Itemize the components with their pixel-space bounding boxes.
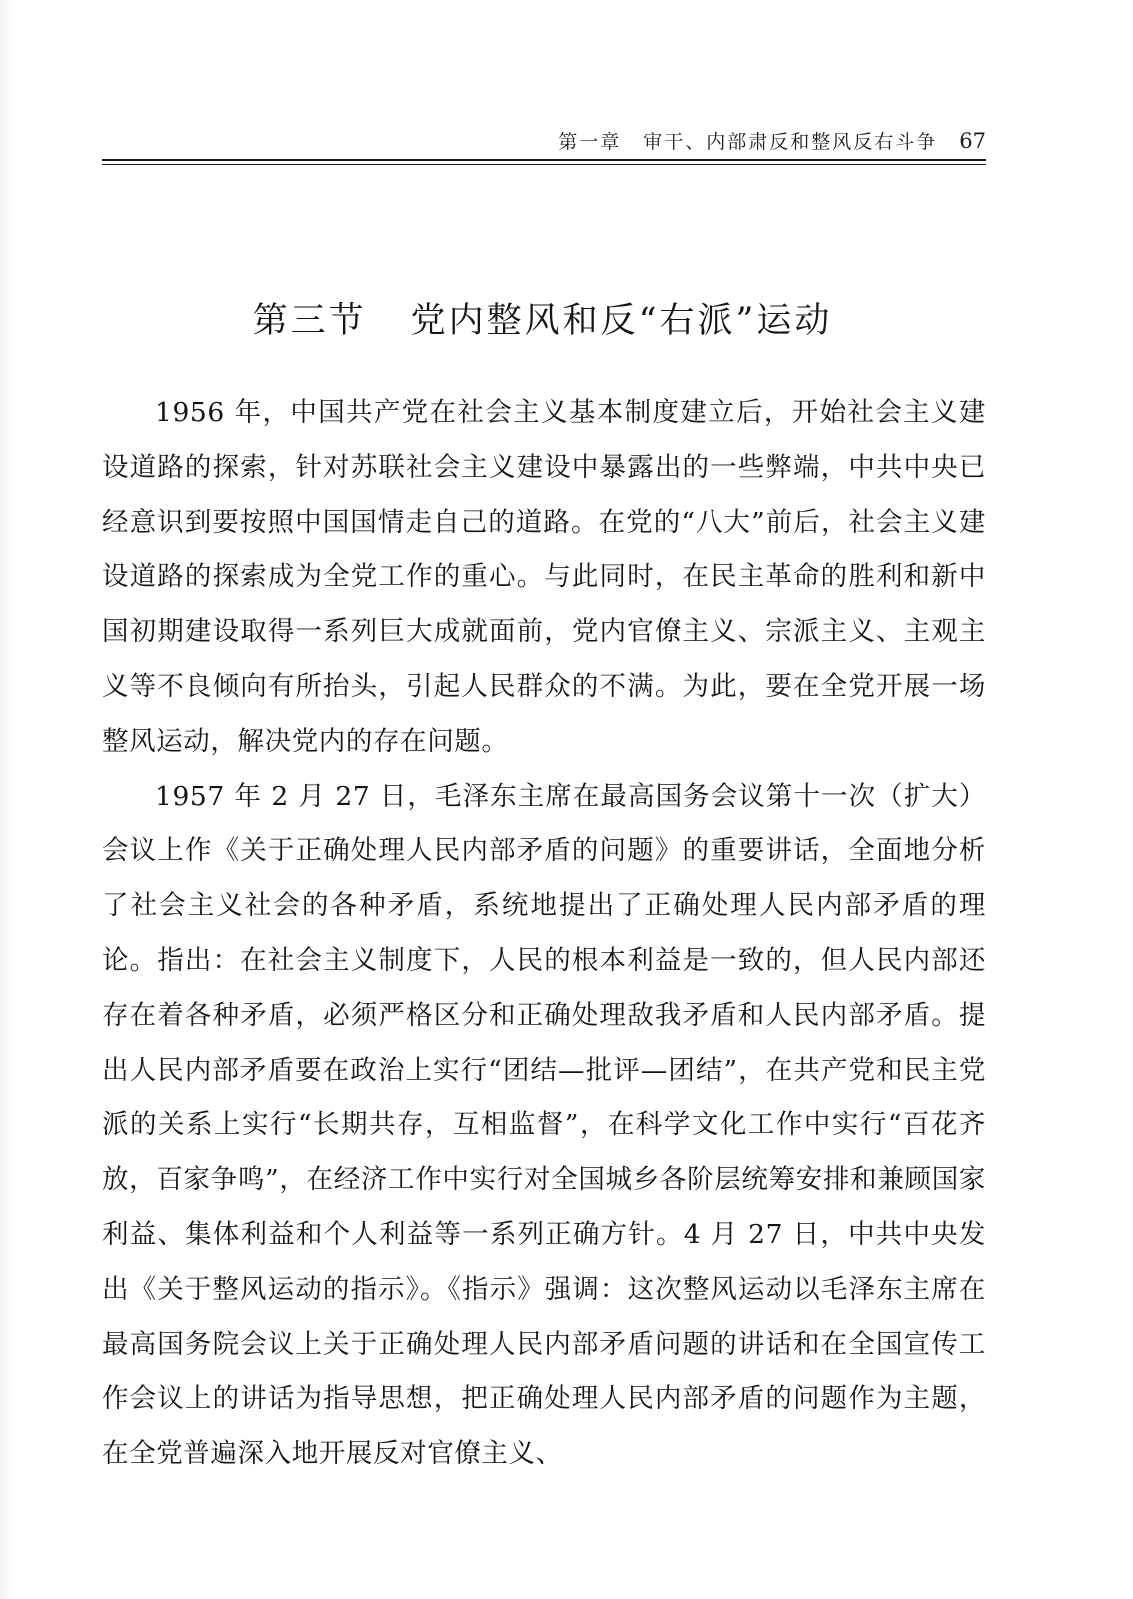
section-number: 第三节 [252, 301, 367, 341]
paragraph: 1956 年，中国共产党在社会主义基本制度建立后，开始社会主义建设道路的探索，针对苏联社会主义建设中暴露出的一些弊端，中共中央已经意识到要按照中国国情走自己的道路。在党的“八大”前后，社会主义建设道路的探索成为全党工作的重心。与此同时，在民主革命的胜利和新中国初期建设取得一系列巨大成就面前，党内官僚主义、宗派主义、主观主义等不良倾向有所抬头，引起人民群众的不满。为此，要在全党开展一场整风运动，解决党内的存在问题。 [102, 397, 986, 757]
running-header [558, 127, 986, 154]
header-rule-thick [102, 159, 986, 161]
page-number: 67 [959, 129, 986, 153]
paragraph: 1957 年 2 月 27 日，毛泽东主席在最高国务会议第十一次（扩大）会议上作《关于正确处理人民内部矛盾的问题》的重要讲话，全面地分析了社会主义社会的各种矛盾，系统地提出了正确处理人民内部矛盾的理论。指出：在社会主义制度下，人民的根本利益是一致的，但人民内部还存在着各种矛盾，必须严格区分和正确处理敌我矛盾和人民内部矛盾。提出人民内部矛盾要在政治上实行“团结—批评—团结”，在共产党和民主党派的关系上实行“长期共存，互相监督”，在科学文化工作中实行“百花齐放，百家争鸣”，在经济工作中实行对全国城乡各阶层统筹安排和兼顾国家利益、集体利益和个人利益等一系列正确方针。4 月 27 日，中共中央发出《关于整风运动的指示》。《指示》强调：这次整风运动以毛泽东主席在最高国务院会议上关于正确处理人民内部矛盾问题的讲话和在全国宣传工作会议上的讲话为指导思想，把正确处理人民内部矛盾的问题作为主题，在全党普遍深入地开展反对官僚主义、 [102, 780, 986, 1470]
chapter-title: 审干、内部肃反和整风反右斗争 [643, 131, 938, 153]
section-title: 党内整风和反“右派”运动 [410, 301, 833, 341]
body-text [102, 386, 986, 1482]
header-rule-thin [102, 164, 986, 165]
page-edge-shadow [0, 0, 14, 1599]
chapter-number: 第一章 [558, 131, 622, 153]
section-heading [0, 293, 1085, 343]
